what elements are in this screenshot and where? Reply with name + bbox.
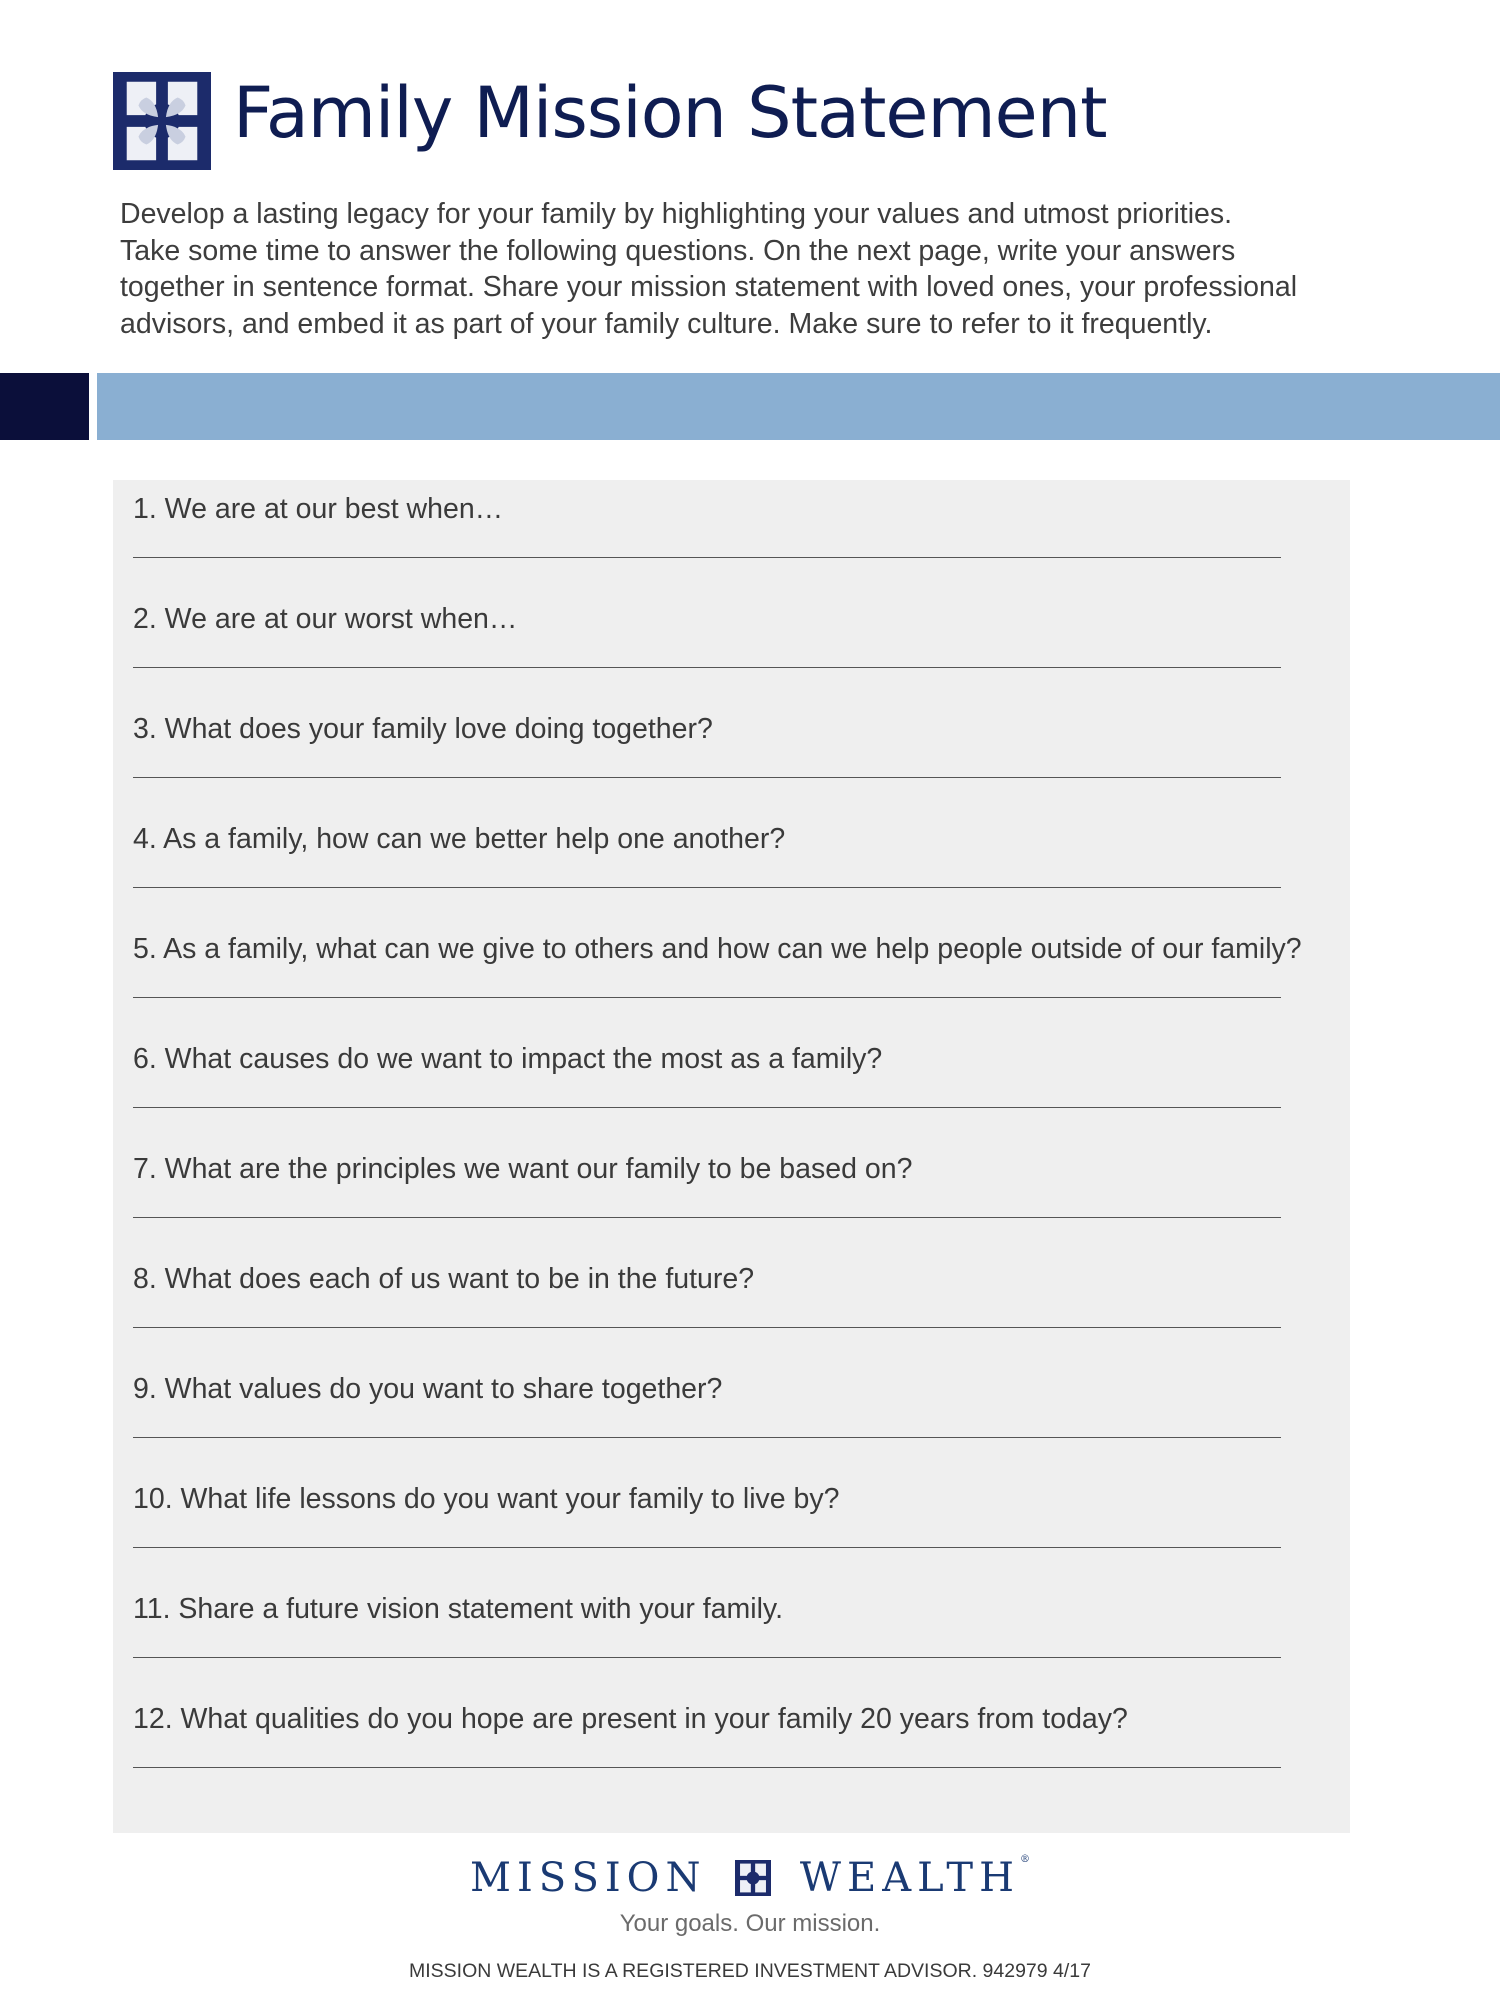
- question-text: 2. We are at our worst when…: [133, 603, 518, 635]
- brand-word-left: MISSION: [470, 1855, 707, 1901]
- question-item: [133, 480, 1343, 590]
- question-text: 5. As a family, what can we give to others and how can we help people outside of our family?: [133, 933, 1302, 965]
- answer-line[interactable]: [133, 667, 1281, 668]
- brand-tagline: Your goals. Our mission.: [619, 1910, 881, 1937]
- answer-line[interactable]: [133, 557, 1281, 558]
- question-text: 4. As a family, how can we better help one another?: [133, 823, 786, 855]
- questions-panel: [113, 480, 1350, 1833]
- intro-line: Take some time to answer the following questions. On the next page, write your answers: [120, 234, 1236, 267]
- intro-paragraph: [120, 196, 1370, 342]
- answer-line[interactable]: [133, 997, 1281, 998]
- brand-wordmark: [0, 1854, 1500, 1901]
- question-item: [133, 700, 1343, 810]
- answer-line[interactable]: [133, 887, 1281, 888]
- answer-line[interactable]: [133, 1327, 1281, 1328]
- question-item: [133, 920, 1343, 1030]
- question-text: 8. What does each of us want to be in the future?: [133, 1263, 755, 1295]
- answer-line[interactable]: [133, 1217, 1281, 1218]
- question-text: 11. Share a future vision statement with your family.: [133, 1593, 783, 1625]
- question-text: 1. We are at our best when…: [133, 493, 504, 525]
- question-text: 6. What causes do we want to impact the most as a family?: [133, 1043, 883, 1075]
- answer-line[interactable]: [133, 1437, 1281, 1438]
- answer-line[interactable]: [133, 777, 1281, 778]
- question-item: [133, 1140, 1343, 1250]
- brand-word-right: WEALTH: [799, 1855, 1020, 1901]
- answer-line[interactable]: [133, 1767, 1281, 1768]
- question-item: [133, 590, 1343, 700]
- answer-line[interactable]: [133, 1107, 1281, 1108]
- question-item: [133, 810, 1343, 920]
- mission-wealth-logo-icon: [113, 72, 211, 170]
- intro-line: advisors, and embed it as part of your family culture. Make sure to refer to it frequently.: [120, 307, 1213, 340]
- header-band-accent: [0, 373, 89, 440]
- question-text: 12. What qualities do you hope are present in your family 20 years from today?: [133, 1703, 1128, 1735]
- question-text: 9. What values do you want to share together?: [133, 1373, 723, 1405]
- intro-line: Develop a lasting legacy for your family by highlighting your values and utmost priorities.: [120, 198, 1233, 230]
- answer-line[interactable]: [133, 1657, 1281, 1658]
- header-band: [97, 373, 1500, 440]
- question-item: [133, 1470, 1343, 1580]
- page-title: Family Mission Statement: [233, 72, 1107, 154]
- question-text: 3. What does your family love doing together?: [133, 713, 713, 745]
- question-text: 7. What are the principles we want our family to be based on?: [133, 1153, 913, 1185]
- question-text: 10. What life lessons do you want your family to live by?: [133, 1483, 840, 1515]
- brand-logo-icon: [735, 1860, 771, 1896]
- registered-mark: ®: [1019, 1854, 1030, 1865]
- intro-line: together in sentence format. Share your mission statement with loved ones, your professional: [120, 271, 1298, 303]
- question-item: [133, 1030, 1343, 1140]
- answer-line[interactable]: [133, 1547, 1281, 1548]
- question-item: [133, 1360, 1343, 1470]
- question-item: [133, 1690, 1343, 1800]
- footer-disclaimer: MISSION WEALTH IS A REGISTERED INVESTMENT ADVISOR. 942979 4/17: [409, 1960, 1091, 1982]
- question-item: [133, 1580, 1343, 1690]
- question-item: [133, 1250, 1343, 1360]
